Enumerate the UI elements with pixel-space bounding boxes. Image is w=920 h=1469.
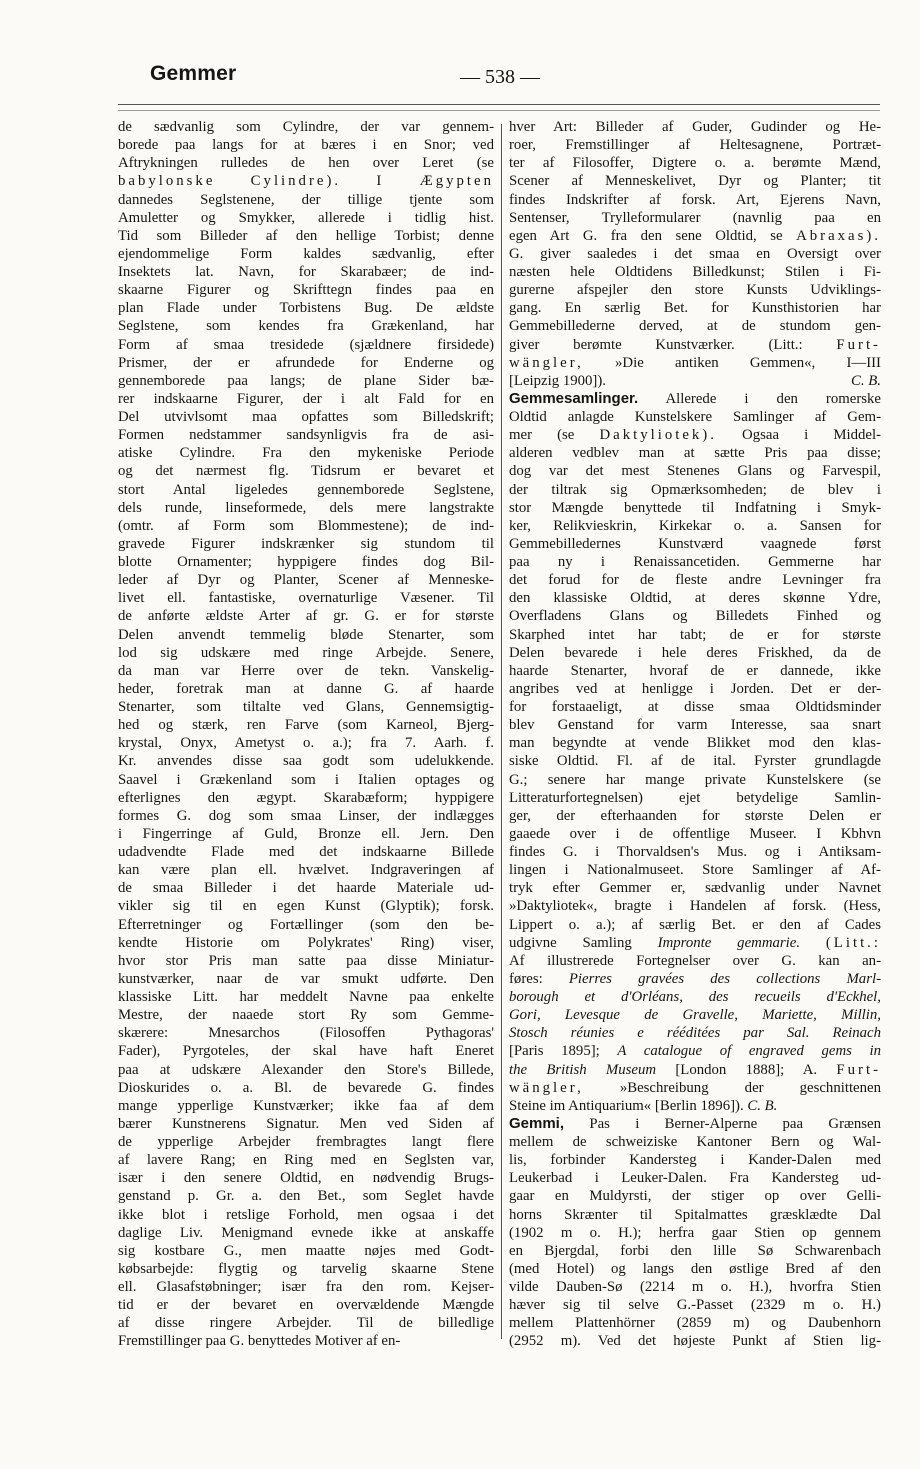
- text-line: stort Antal ligeledes gennemborede Seglstene,: [118, 481, 494, 498]
- text-fragment: [Leipzig 1900]).: [509, 372, 606, 389]
- signature-initials: C. B.: [850, 372, 881, 389]
- text-line: (1902 m o. H.); herfra gaar Stien op gennem: [509, 1224, 881, 1241]
- text-line: stor Mængde benyttede til Indfatning i Smyk-: [509, 499, 881, 516]
- text-line: [509, 426, 881, 444]
- text-line: kunstværker, naar de var smukt udførte. Den: [118, 970, 494, 987]
- entry-first-line: [509, 390, 881, 408]
- text-line: babylonske Cylindre). I Ægypten: [118, 173, 494, 190]
- text-fragment: Pas i Berner-Alperne paa Grænsen: [589, 1115, 881, 1132]
- text-line: den klassiske Oldtid, at deres skønne Ydre,: [509, 590, 881, 607]
- text-line: Delen bevarede i hele deres Friskhed, da de: [509, 644, 881, 661]
- text-line: [509, 354, 881, 372]
- text-line: dannedes Seglstenene, der tillige tjente som: [118, 191, 494, 208]
- text-line: Leukerbad i Leuker-Dalen. Fra Kandersteg ud-: [509, 1170, 881, 1187]
- text-line: hæver sig til selve G.-Passet (2329 m o. H.): [509, 1297, 881, 1314]
- text-line: atiske Cylindre. Fra den mykeniske Periode: [118, 445, 494, 462]
- text-line: skaarne Figurer og Skrifttegn findes paa en: [118, 282, 494, 299]
- text-line: paa at udskære Alexander den Store's Billede,: [118, 1061, 494, 1078]
- text-line: kendte Historie om Polykrates' Ring) viser,: [118, 934, 494, 951]
- text-fragment: »Die antiken Gemmen«, I—III: [615, 354, 881, 371]
- text-line: Seglstene, som kendes fra Grækenland, har: [118, 318, 494, 335]
- text-line: [509, 227, 881, 245]
- book-title: Impronte gemmarie.: [657, 934, 801, 951]
- text-line: Gori, Levesque de Gravelle, Mariette, Millin,: [509, 1007, 881, 1024]
- text-fragment: [Paris 1895];: [509, 1043, 600, 1060]
- text-line: gravede Figurer indskrænker sig stundom til: [118, 535, 494, 552]
- text-fragment: Allerede i den romerske: [665, 390, 881, 407]
- text-line: tryk efter Gemmer er, sædvanlig under Navnet: [509, 880, 881, 897]
- text-line: blotte Ornamenter; hyppigere findes dog Bil-: [118, 554, 494, 570]
- text-fragment: Ogsaa i Middel-: [742, 427, 881, 444]
- text-line: de ypperlige Arbejder frembragtes langt flere: [118, 1134, 494, 1150]
- text-line: Scener af Menneskelivet, Dyr og Planter; tit: [509, 173, 881, 190]
- text-fragment: udgivne Samling: [509, 934, 632, 951]
- text-line: ter af Filosoffer, Digtere o. a. berømte Mænd,: [509, 155, 881, 172]
- text-line: ger, der efterhaanden for største Delen er: [509, 807, 881, 824]
- text-line: kan være plan ell. hvælvet. Indgraveringen af: [118, 862, 494, 879]
- text-line: hver Art: Billeder af Guder, Gudinder og He-: [509, 119, 881, 135]
- entry-first-line: [509, 1115, 881, 1133]
- text-line: Overfladens Glans og Billedets Finhed og: [509, 608, 881, 625]
- text-line: gaar en Muldyrsti, der stiger op over Gelli-: [509, 1188, 881, 1205]
- text-line: købsarbejde: flygtig og tarvelig skaarne Stene: [118, 1260, 494, 1277]
- text-line: genstand p. Gr. a. den Bet., som Seglet havde: [118, 1188, 494, 1205]
- column-divider: [501, 124, 502, 1339]
- text-line: hvor stor Pris man satte paa disse Miniatur-: [118, 952, 494, 969]
- text-line: Aftrykningen rulledes de hen over Leret (se: [118, 155, 494, 172]
- text-line: lingen i Nationalmuseet. Store Samlinger af Af-: [509, 862, 881, 879]
- text-line: Dioskurides o. a. Bl. de bevarede G. findes: [118, 1079, 494, 1096]
- text-line: mellem de schweiziske Kantoner Bern og Wal-: [509, 1134, 881, 1150]
- text-fragment: føres:: [509, 970, 543, 987]
- text-line: bærer Kunstnerens Signatur. Men ved Siden af: [118, 1115, 494, 1132]
- text-line: gennemborede paa langs; de plane Sider bæ-: [118, 372, 494, 389]
- text-line: heder, foretrak man at danne G. af haarde: [118, 680, 494, 697]
- text-line: Fader), Pyrgoteles, der skal have haft Eneret: [118, 1043, 494, 1060]
- text-line: de sædvanlig som Cylindre, der var gennem-: [118, 119, 494, 135]
- text-line: skærere: Mnesarchos (Filosoffen Pythagoras': [118, 1025, 494, 1042]
- text-line: Amuletter og Smykker, allerede i tidlig hist.: [118, 209, 494, 226]
- text-line: næsten hele Oldtidens Billedkunst; Stilen i Fi-: [509, 264, 881, 280]
- text-line: plan Flade under Torbistens Bug. De ældste: [118, 300, 494, 317]
- text-line: [509, 1097, 881, 1115]
- text-line: Sentenser, Trylleformularer (navnlig paa en: [509, 209, 881, 226]
- author-name: wängler,: [509, 354, 584, 371]
- signature-initials: C. B.: [747, 1097, 778, 1114]
- text-line: G.; senere har mange private Kunstelskere (se: [509, 771, 881, 788]
- text-line: gurerne afspejler den store Kunsts Udviklings-: [509, 282, 881, 299]
- text-fragment: giver berømte Kunstværker. (Litt.:: [509, 336, 803, 353]
- book-title: Pierres gravées des collections Marl-: [568, 970, 881, 987]
- text-line: Prismer, der er afrundede for Enderne og: [118, 354, 494, 371]
- text-line: formes G. dog som smaa Linser, der indlægges: [118, 807, 494, 824]
- text-line: ker, Relikvieskrin, Kirkekar o. a. Sansen for: [509, 517, 881, 534]
- book-title: the British Museum: [509, 1061, 657, 1078]
- text-line: gang. En særlig Bet. for Kunsthistorien har: [509, 300, 881, 317]
- author-name: Furt-: [836, 336, 881, 353]
- header-rule: [118, 104, 880, 105]
- text-line: af lavere Rang; en Ring med en Seglsten var,: [118, 1152, 494, 1169]
- text-line: i Fingerringe af Guld, Bronze ell. Jern. Den: [118, 825, 494, 842]
- text-line: Insektets lat. Navn, for Skarabæer; de ind-: [118, 264, 494, 280]
- text-line: horns Skrænter til Spitalmattes græsklædte Dal: [509, 1206, 881, 1223]
- entry-headword: Gemmi,: [509, 1114, 565, 1132]
- text-line: mellem Plattenhörner (2859 m) og Daubenhorn: [509, 1315, 881, 1332]
- text-line: Stenarter, som tiltalte ved Glans, Gennemsigtig-: [118, 699, 494, 715]
- page-number: — 538 —: [460, 66, 540, 88]
- text-line: en Bjergdal, forbi den lille Sø Schwarenbach: [509, 1242, 881, 1259]
- text-line: alderen vedblev man at sætte Pris paa disse;: [509, 445, 881, 462]
- author-name: wängler,: [509, 1079, 584, 1096]
- text-line: og det nærmest flg. Tidsrum er bevaret et: [118, 463, 494, 480]
- text-line: Saavel i Grækenland som i Italien optages og: [118, 771, 494, 788]
- text-line: da man var Herre over de tekn. Vanskelig-: [118, 662, 494, 679]
- text-line: især i den senere Oldtid, en nødvendig Brugs-: [118, 1170, 494, 1187]
- text-line: Mestre, der naaede stort Ry som Gemme-: [118, 1007, 494, 1024]
- text-line: Delen anvendt temmelig bløde Stenarter, som: [118, 626, 494, 643]
- text-line: krystal, Onyx, Ametyst o. a.); fra 7. Aarh. f.: [118, 735, 494, 752]
- text-line: angribes ved at henligge i Jorden. Det er der-: [509, 680, 881, 697]
- text-line: klassiske Litt. har meddelt Navne paa enkelte: [118, 989, 494, 1005]
- text-line: Oldtid anlagde Kunstelskere Samlinger af Gem-: [509, 409, 881, 425]
- author-name: Furt-: [836, 1061, 881, 1078]
- text-fragment: Steine im Antiquarium« [Berlin 1896]).: [509, 1097, 744, 1114]
- text-line: (2952 m). Ved det højeste Punkt af Stien lig-: [509, 1333, 881, 1350]
- text-line: udadvendte Flade med det indskaarne Billede: [118, 844, 494, 860]
- text-line: livet ell. fantastiske, overnaturlige Væsener. Til: [118, 590, 494, 607]
- text-line: hed og stærk, ren Farve (som Karneol, Bjerg-: [118, 717, 494, 734]
- text-line: Fremstillinger paa G. benyttedes Motiver af en-: [118, 1333, 401, 1350]
- header-rule-secondary: [118, 110, 880, 111]
- text-fragment: egen Art G. fra den sene Oldtid, se: [509, 227, 783, 244]
- text-line: Litteraturfortegnelsen) ejet betydelige Samlin-: [509, 789, 881, 806]
- text-line: Lippert o. a.); af særlig Bet. er den af Cades: [509, 916, 881, 933]
- text-line: Af illustrerede Fortegnelser over G. kan an-: [509, 952, 881, 969]
- text-line: for forstaaeligt, at disse smaa Oldtidsminder: [509, 699, 881, 715]
- text-line: Stosch réunies e rééditées par Sal. Reinach: [509, 1025, 881, 1042]
- text-line: roer, Fremstillinger af Heltesagnene, Portræt-: [509, 137, 881, 154]
- text-line: rer indskaarne Figurer, der i alt Fald for en: [118, 390, 494, 407]
- text-line: der tiltrak sig Opmærksomheden; de blev i: [509, 481, 881, 498]
- text-line: G. giver saaledes i det smaa en Oversigt over: [509, 245, 881, 262]
- text-line: vikler sig til en egen Kunst (Glyptik); forsk.: [118, 898, 494, 915]
- text-line: Del utvivlsomt maa opfattes som Billedskrift;: [118, 409, 494, 425]
- text-line: det forud for de fleste andre Levninger fra: [509, 572, 881, 589]
- text-fragment: Beschreibung der geschnittenen: [627, 1079, 881, 1096]
- text-line: leder af Dyr og Planter, Scener af Menneske-: [118, 572, 494, 589]
- text-line: blev Genstand for varm Interesse, saa snart: [509, 717, 881, 734]
- text-line: Gemmebilledernes Kunstværd vaagnede først: [509, 535, 881, 552]
- text-line: dels runde, linseformede, dels mere langstrakte: [118, 499, 494, 516]
- text-line: Gemmebillederne derved, at de stundom gen-: [509, 318, 881, 335]
- text-line: mange ypperlige Kunstværker; ikke faa af dem: [118, 1097, 494, 1114]
- text-line: borede paa langs for at bæres i en Snor; ved: [118, 137, 494, 154]
- literature-label: (Litt.:: [825, 934, 881, 951]
- text-line: lis, forbinder Kandersteg i Kander-Dalen med: [509, 1152, 881, 1169]
- entry-headword: Gemmesamlinger.: [509, 389, 639, 407]
- cross-reference: Daktyliotek).: [599, 427, 717, 444]
- text-line: gaaede over i de offentlige Museer. I Kbhvn: [509, 825, 881, 842]
- text-line: lod sig udskære med ringe Arbejde. Senere,: [118, 644, 494, 661]
- text-line: [509, 372, 881, 390]
- text-line: [509, 336, 881, 354]
- text-line: [509, 934, 881, 952]
- running-header-title: Gemmer: [150, 62, 237, 85]
- text-line: ikke blot i retslige Forhold, men ogsaa i det: [118, 1206, 494, 1223]
- cross-reference: Abraxas).: [796, 227, 881, 244]
- text-line: Tid som Billeder af den hellige Torbist; denne: [118, 227, 494, 244]
- text-line: [509, 970, 881, 988]
- text-line: »Daktyliotek«, bragte i Handelen af forsk. (Hess,: [509, 898, 881, 915]
- text-line: siske Oldtid. Fl. af de ital. Fyrster grundlagde: [509, 753, 881, 770]
- text-line: [509, 1042, 881, 1060]
- text-line: Efterretninger og Fortællinger (som den be-: [118, 916, 494, 933]
- left-column: [118, 118, 494, 1351]
- text-line: Formen nedstammer sandsynligvis fra de asi-: [118, 427, 494, 444]
- text-line: dog var det mest Stenenes Glans og Farvespil,: [509, 463, 881, 480]
- text-line: vilde Dauben-Sø (2214 m o. H.), hvorfra Stien: [509, 1279, 881, 1295]
- right-column: [509, 118, 881, 1351]
- text-line: sig kostbare G., men maatte nøjes med Godt-: [118, 1242, 494, 1259]
- text-fragment: mer (se: [509, 427, 575, 444]
- book-title: A catalogue of engraved gems in: [617, 1043, 881, 1060]
- text-line: wängler, »Beschreibung der geschnittenen: [509, 1079, 881, 1096]
- text-fragment: [London 1888]; A.: [675, 1061, 818, 1078]
- text-line: ejendommelige Form kaldes sædvanlig, efter: [118, 245, 494, 262]
- text-line: Form af smaa tresidede (sjældnere firsidede): [118, 336, 494, 353]
- text-line: de smaa Billeder i det haarde Materiale ud-: [118, 880, 494, 897]
- text-line: ell. Glasafstøbninger; især fra den rom. Kejser-: [118, 1279, 494, 1295]
- text-line: findes Indskrifter af forsk. Art, Ejerens Navn,: [509, 191, 881, 208]
- text-line: (omtr. af Form som Blommestene); de ind-: [118, 517, 494, 534]
- text-line: paa ny i Renaissancetiden. Gemmerne har: [509, 554, 881, 570]
- text-line: de anførte ældste Arter af gr. G. er for største: [118, 608, 494, 625]
- text-line: haarde Stenarter, hvoraf de er dannede, ikke: [509, 662, 881, 679]
- text-line: findes G. i Thorvaldsen's Mus. og i Antiksam-: [509, 844, 881, 860]
- text-line: (med Hotel) og langs den østlige Bred af den: [509, 1260, 881, 1277]
- text-line: af disse ringere Arbejder. Til de billedlige: [118, 1315, 494, 1332]
- text-line: tid er der bevaret en overvældende Mængde: [118, 1297, 494, 1314]
- text-line: borough et d'Orléans, des recueils d'Eckhel,: [509, 989, 881, 1005]
- text-line: man begyndte at vende Blikket mod den klas-: [509, 735, 881, 752]
- text-line: efterlignes den ægypt. Skarabæform; hyppigere: [118, 789, 494, 806]
- text-line: Skarphed intet har tabt; de er for største: [509, 626, 881, 643]
- text-line: Kr. anvendes disse saa godt som udelukkende.: [118, 753, 494, 770]
- text-line: [509, 1061, 881, 1079]
- text-line: daglige Liv. Menigmand evnede ikke at anskaffe: [118, 1224, 494, 1241]
